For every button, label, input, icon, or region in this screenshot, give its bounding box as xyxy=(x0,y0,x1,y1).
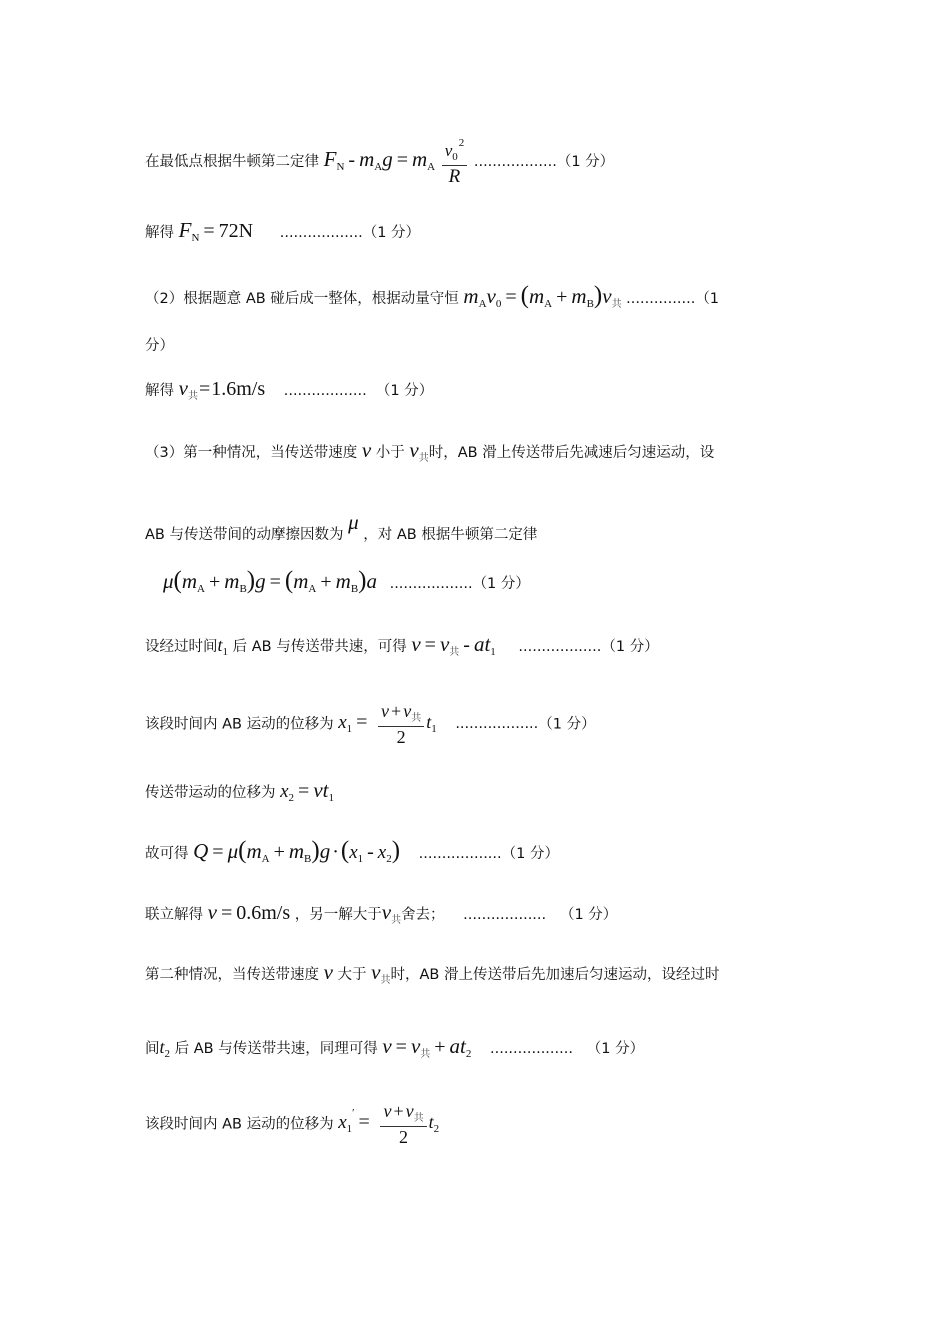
line-momentum-conservation xyxy=(145,283,719,310)
formula-v-accel: $v = v_共 + at_2$ xyxy=(382,1034,472,1060)
text-momentum: （2）根据题意 AB 碰后成一整体，根据动量守恒 xyxy=(145,291,459,307)
line-heat-q xyxy=(145,838,559,865)
text-time-a: 设经过时间 xyxy=(145,639,218,655)
text-case-two-b: 大于 xyxy=(337,967,367,983)
score-label: （1 分） xyxy=(538,716,596,733)
text-ab-displacement: 该段时间内 AB 运动的位移为 xyxy=(145,716,334,733)
formula-fn-value: $F_N = 72N$ xyxy=(178,218,254,244)
dot-leader: .................. xyxy=(455,716,539,733)
formula-x1-prime: $x_1'$ = $\frac{v + v_共}{2}$ $t_2$ xyxy=(338,1101,440,1147)
subscript-gong: 共 xyxy=(418,453,429,464)
text-friction-b: ，对 AB 根据牛顿第二定律 xyxy=(363,527,538,543)
formula-v-value: v = 0.6m/s xyxy=(207,900,291,924)
text-solve: 解得 xyxy=(145,225,174,241)
line-accel-common-speed: 间$t_2$ 后 AB 与传送带共速，同理可得 $v = v_共 + at_2$ .................. （1 分） xyxy=(145,1034,645,1060)
dot-leader: .................. xyxy=(389,576,473,592)
dot-leader: ............... xyxy=(626,291,696,307)
text-case-two-a: 第二种情况，当传送带速度 xyxy=(145,967,319,983)
text-case-one-b: 小于 xyxy=(375,445,405,461)
text-heat: 故可得 xyxy=(145,846,189,862)
dot-leader: .................. xyxy=(279,225,363,241)
formula-v-decel: $v = v_共 - at_1$ xyxy=(411,632,496,658)
text-time-c: 间 xyxy=(145,1041,160,1057)
symbol-v: v xyxy=(323,960,333,984)
score-label: （1 分） xyxy=(472,576,530,592)
line-solve-v-common xyxy=(145,378,433,402)
line-belt-displacement xyxy=(145,780,334,804)
text-case-one-a: （3）第一种情况，当传送带速度 xyxy=(145,445,358,461)
formula-x2: $x_2 = vt_1$ xyxy=(280,778,334,804)
line-common-speed-time: 设经过时间$t_1$ 后 AB 与传送带共速，可得 $v = v_共 - at_1$ ..................（1 分） xyxy=(145,632,659,658)
text-friction-a: AB 与传送带间的动摩擦因数为 xyxy=(145,527,344,543)
score-label: （1 分） xyxy=(559,907,618,923)
score-label: （1 分） xyxy=(601,639,659,655)
dot-leader: .................. xyxy=(283,383,367,399)
line-solve-belt-speed: 联立解得 v = 0.6m/s ，另一解大于$v_共$舍去； .................. （1 分） xyxy=(145,900,618,926)
line-case-two xyxy=(145,962,719,986)
text-belt-displacement: 传送带运动的位移为 xyxy=(145,785,276,801)
dot-leader: .................. xyxy=(490,1041,573,1057)
dot-leader: .................. xyxy=(463,907,547,923)
line-ab-displacement xyxy=(145,702,596,747)
text-solve: 解得 xyxy=(145,383,174,399)
line-ab-displacement-2 xyxy=(145,1102,439,1147)
text-case-one-c: 时，AB 滑上传送带后先减速后匀速运动，设 xyxy=(428,445,715,461)
score-label-part: 分） xyxy=(145,338,174,354)
text-other-solution: ，另一解大于 xyxy=(294,907,382,923)
line-score-wrap xyxy=(145,339,174,354)
score-label: （1 分） xyxy=(586,1041,645,1057)
text-time-b: 后 AB 与传送带共速，可得 xyxy=(232,639,407,655)
score-label: （1 分） xyxy=(362,225,421,241)
dot-leader: .................. xyxy=(418,846,502,862)
score-label: （1 分） xyxy=(556,154,615,171)
formula-x1: $x_1$ = $\frac{v + v_共}{2}$ $t_1$ xyxy=(338,701,437,747)
formula-newton-fn: $F_N - m_Ag = m_A$ $\frac{v_0^2}{R}$ xyxy=(324,154,474,170)
dot-leader: .................. xyxy=(518,639,602,655)
dot-leader: .................. xyxy=(473,154,557,171)
text-solve-combined: 联立解得 xyxy=(145,907,203,923)
score-label: （1 分） xyxy=(501,846,559,862)
formula-friction: $\mu(m_A + m_B)g = (m_A + m_B)a$ xyxy=(163,567,377,595)
symbol-v-common: v xyxy=(371,960,381,984)
formula-momentum: $m_Av_0 = (m_A + m_B)v_共$ xyxy=(463,282,622,310)
symbol-mu: μ xyxy=(348,510,359,534)
text-case-two-c: 时，AB 滑上传送带后先加速后匀速运动，设经过时 xyxy=(390,967,720,983)
line-friction-equation xyxy=(163,568,530,595)
score-label-part: （1 xyxy=(695,291,720,307)
line-friction-coefficient xyxy=(145,512,537,543)
subscript-gong: 共 xyxy=(380,975,391,986)
text-discard: 舍去； xyxy=(401,907,445,923)
line-newton-lowest-point xyxy=(145,138,614,186)
text-time-d: 后 AB 与传送带共速，同理可得 xyxy=(174,1041,378,1057)
line-solve-fn xyxy=(145,220,420,244)
formula-v-common: $v_共=1.6m/s$ xyxy=(178,376,266,402)
text-ab-displacement: 该段时间内 AB 运动的位移为 xyxy=(145,1116,334,1133)
symbol-v: v xyxy=(361,438,372,462)
line-case-one xyxy=(145,440,714,464)
text-lowest-point: 在最低点根据牛顿第二定律 xyxy=(145,154,319,171)
score-label: （1 分） xyxy=(375,383,434,399)
symbol-v-common: v xyxy=(409,438,419,462)
formula-heat: $Q = \mu(m_A + m_B)g \cdot(x_1 - x_2)$ xyxy=(193,837,401,865)
